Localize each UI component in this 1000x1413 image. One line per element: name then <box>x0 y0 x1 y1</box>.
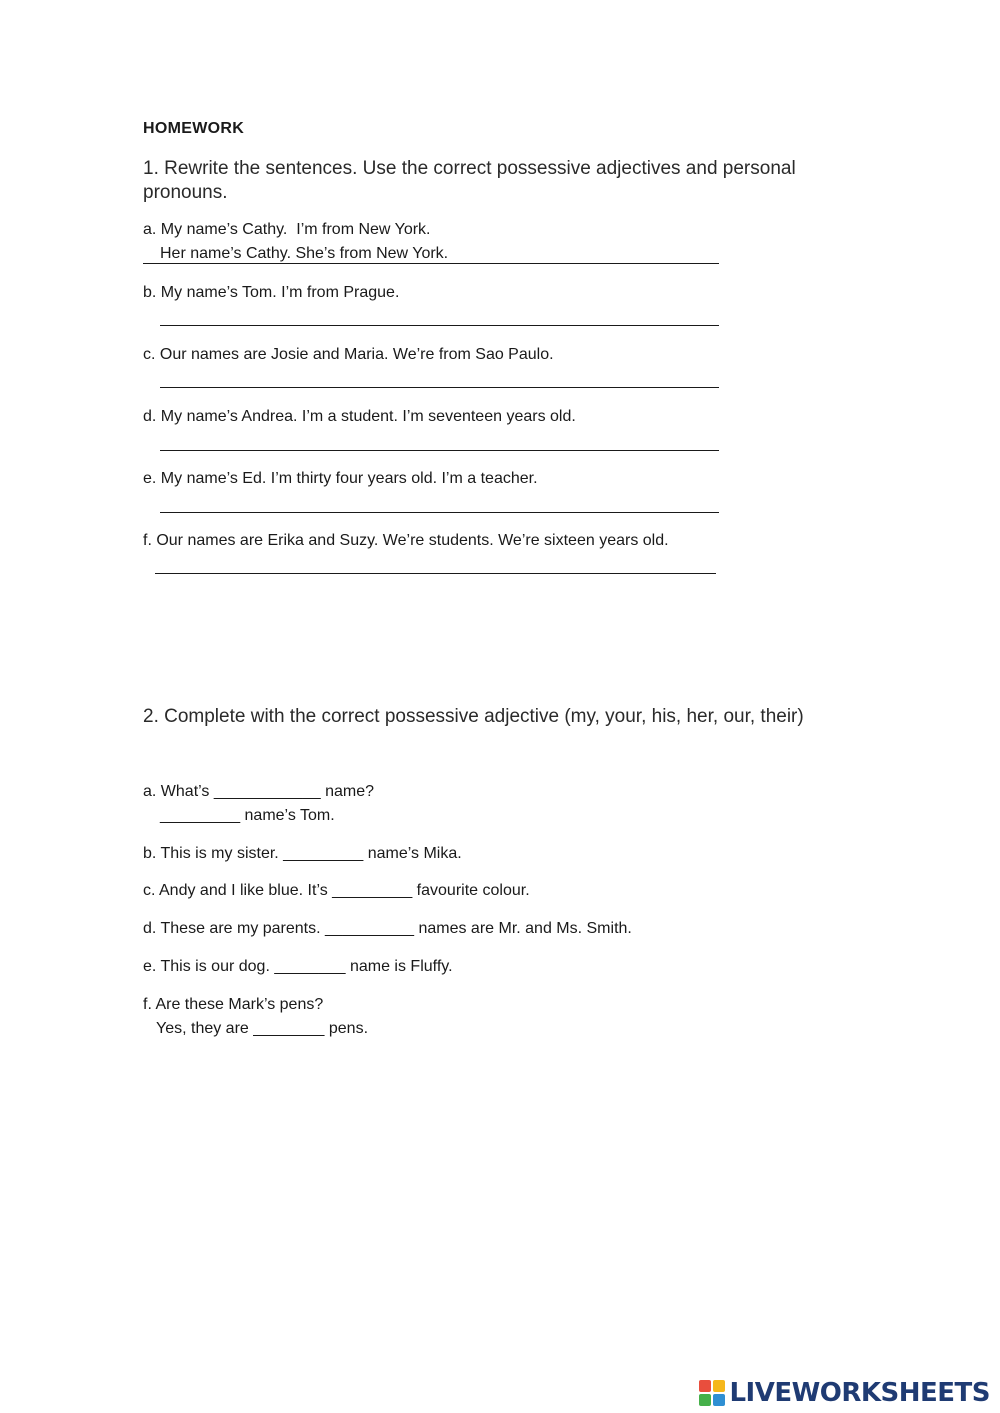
logo-square-4 <box>713 1394 725 1406</box>
exercise2-item-b: b. This is my sister. _________ name’s Mika. <box>143 845 462 862</box>
exercise1-item-a: a. My name’s Cathy. I’m from New York. <box>143 221 431 238</box>
liveworksheets-logo <box>699 1378 990 1408</box>
exercise2-item-a-question: a. What’s ____________ name? <box>143 783 374 800</box>
exercise1-example-answer: Her name’s Cathy. She’s from New York. <box>160 245 449 262</box>
logo-square-2 <box>713 1380 725 1392</box>
answer-line-e[interactable] <box>160 512 719 513</box>
answer-line-a[interactable] <box>143 263 719 264</box>
logo-square-3 <box>699 1394 711 1406</box>
exercise1-item-d: d. My name’s Andrea. I’m a student. I’m seventeen years old. <box>143 408 576 425</box>
exercise2-item-d: d. These are my parents. __________ names are Mr. and Ms. Smith. <box>143 920 632 937</box>
answer-line-b[interactable] <box>160 325 719 326</box>
exercise1-item-b: b. My name’s Tom. I’m from Prague. <box>143 284 400 301</box>
exercise2-item-f-answer: Yes, they are ________ pens. <box>156 1020 369 1037</box>
exercise1-item-f: f. Our names are Erika and Suzy. We’re students. We’re sixteen years old. <box>143 532 669 549</box>
exercise1-instruction: 1. Rewrite the sentences. Use the correct possessive adjectives and personal pronouns. <box>143 158 796 203</box>
exercise2-item-a-answer: _________ name’s Tom. <box>160 807 335 824</box>
exercise2-item-e: e. This is our dog. ________ name is Fluffy. <box>143 958 453 975</box>
exercise2-item-c: c. Andy and I like blue. It’s _________ favourite colour. <box>143 882 530 899</box>
answer-line-c[interactable] <box>160 387 719 388</box>
exercise1-item-e: e. My name’s Ed. I’m thirty four years old. I’m a teacher. <box>143 470 538 487</box>
logo-text: LIVEWORKSHEETS <box>729 1378 990 1408</box>
logo-square-1 <box>699 1380 711 1392</box>
answer-line-f[interactable] <box>155 573 716 574</box>
logo-mark-icon <box>699 1380 725 1406</box>
page-title: HOMEWORK <box>143 120 245 137</box>
answer-line-d[interactable] <box>160 450 719 451</box>
exercise1-item-c: c. Our names are Josie and Maria. We’re from Sao Paulo. <box>143 346 554 363</box>
exercise2-instruction: 2. Complete with the correct possessive adjective (my, your, his, her, our, their) <box>143 706 804 727</box>
exercise2-item-f-question: f. Are these Mark’s pens? <box>143 996 324 1013</box>
